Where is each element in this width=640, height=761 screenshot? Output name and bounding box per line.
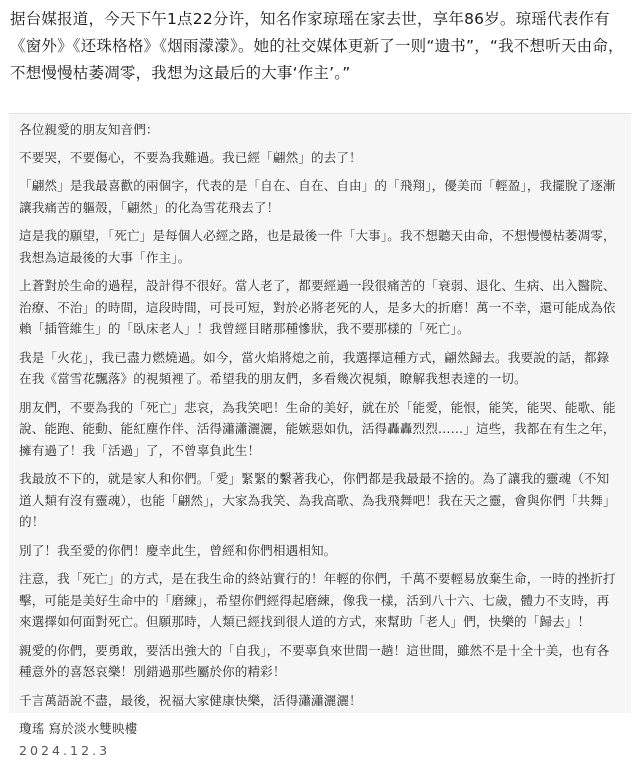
letter-paragraph: 親愛的你們，要勇敢，要活出強大的「自我」，不要辜負來世間一趟！這世間，雖然不是十全十美，也有各種意外的喜怒哀樂！別錯過那些屬於你的精彩！ (19, 640, 621, 683)
letter-paragraph: 這是我的願望，「死亡」是每個人必經之路，也是最後一件「大事」。我不想聽天由命，不想慢慢枯萎凋零，我想為這最後的大事「作主」。 (19, 225, 621, 268)
letter-paragraph: 「翩然」是我最喜歡的兩個字，代表的是「自在、自在、自由」的「飛翔」，優美而「輕盈」，我擺脫了逐漸讓我痛苦的軀殼，「翩然」的化為雪花飛去了！ (19, 175, 621, 218)
news-intro (10, 6, 630, 87)
letter-paragraph: 朋友們，不要為我的「死亡」悲哀，為我笑吧！生命的美好，就在於「能愛，能恨，能笑，能哭、能歌、能說、能跑、能動、能紅塵作伴、活得瀟瀟灑灑，能嫉惡如仇，活得轟轟烈烈……」這些，我都在有生之年，擁有過了！我「活過」了，不曾辜負此生！ (19, 397, 621, 462)
letter-paragraph: 不要哭，不要傷心，不要為我難過。我已經「翩然」的去了！ (19, 147, 621, 169)
letter-paragraph: 別了！我至愛的你們！慶幸此生，曾經和你們相遇相知。 (19, 540, 621, 562)
letter-signature: 瓊瑤 寫於淡水雙映樓 (19, 718, 621, 740)
letter-greeting: 各位親愛的朋友知音們： (19, 119, 621, 141)
letter-paragraph: 我是「火花」，我已盡力燃燒過。如今，當火焰將熄之前，我選擇這種方式，翩然歸去。我要說的話，都錄在我《當雪花飄落》的視頻裡了。希望我的朋友們，多看幾次視頻，瞭解我想表達的一切。 (19, 347, 621, 390)
news-intro-text: 据台媒报道，今天下午1点22分许，知名作家琼瑶在家去世，享年86岁。琼瑶代表作有《窗外》《还珠格格》《烟雨濛濛》。她的社交媒体更新了一则“遗书”，“我不想听天由命，不想慢慢枯萎凋零，我想为这最后的大事‘作主’。” (10, 6, 630, 87)
letter-paragraph: 我最放不下的，就是家人和你們。「愛」緊緊的繫著我心，你們都是我最最不捨的。為了讓我的靈魂（不知道人類有沒有靈魂），也能「翩然」，大家為我笑、為我高歌、為我飛舞吧！我在天之靈，會與你們「共舞」的！ (19, 468, 621, 533)
letter-paragraph: 注意，我「死亡」的方式，是在我生命的終站實行的！年輕的你們，千萬不要輕易放棄生命，一時的挫折打擊，可能是美好生命中的「磨練」，希望你們經得起磨練，像我一樣，活到八十六、七歲，體力不支時，再來選擇如何面對死亡。但願那時，人類已經找到很人道的方式，來幫助「老人」們，快樂的「歸去」！ (19, 568, 621, 633)
letter-paragraph: 上蒼對於生命的過程，設計得不很好。當人老了，都要經過一段很痛苦的「衰弱、退化、生病、出入醫院、治療、不治」的時間，這段時間，可長可短，對於必將老死的人，是多大的折磨！萬一不幸，還可能成為依賴「插管維生」的「臥床老人」！我曾經目睹那種慘狀，我不要那樣的「死亡」。 (19, 275, 621, 340)
letter-date: 2024.12.3 (19, 740, 621, 761)
letter-body (19, 119, 621, 761)
letter-paragraph: 千言萬語說不盡，最後，祝福大家健康快樂，活得瀟瀟灑灑！ (19, 690, 621, 712)
farewell-letter-image (9, 113, 631, 713)
